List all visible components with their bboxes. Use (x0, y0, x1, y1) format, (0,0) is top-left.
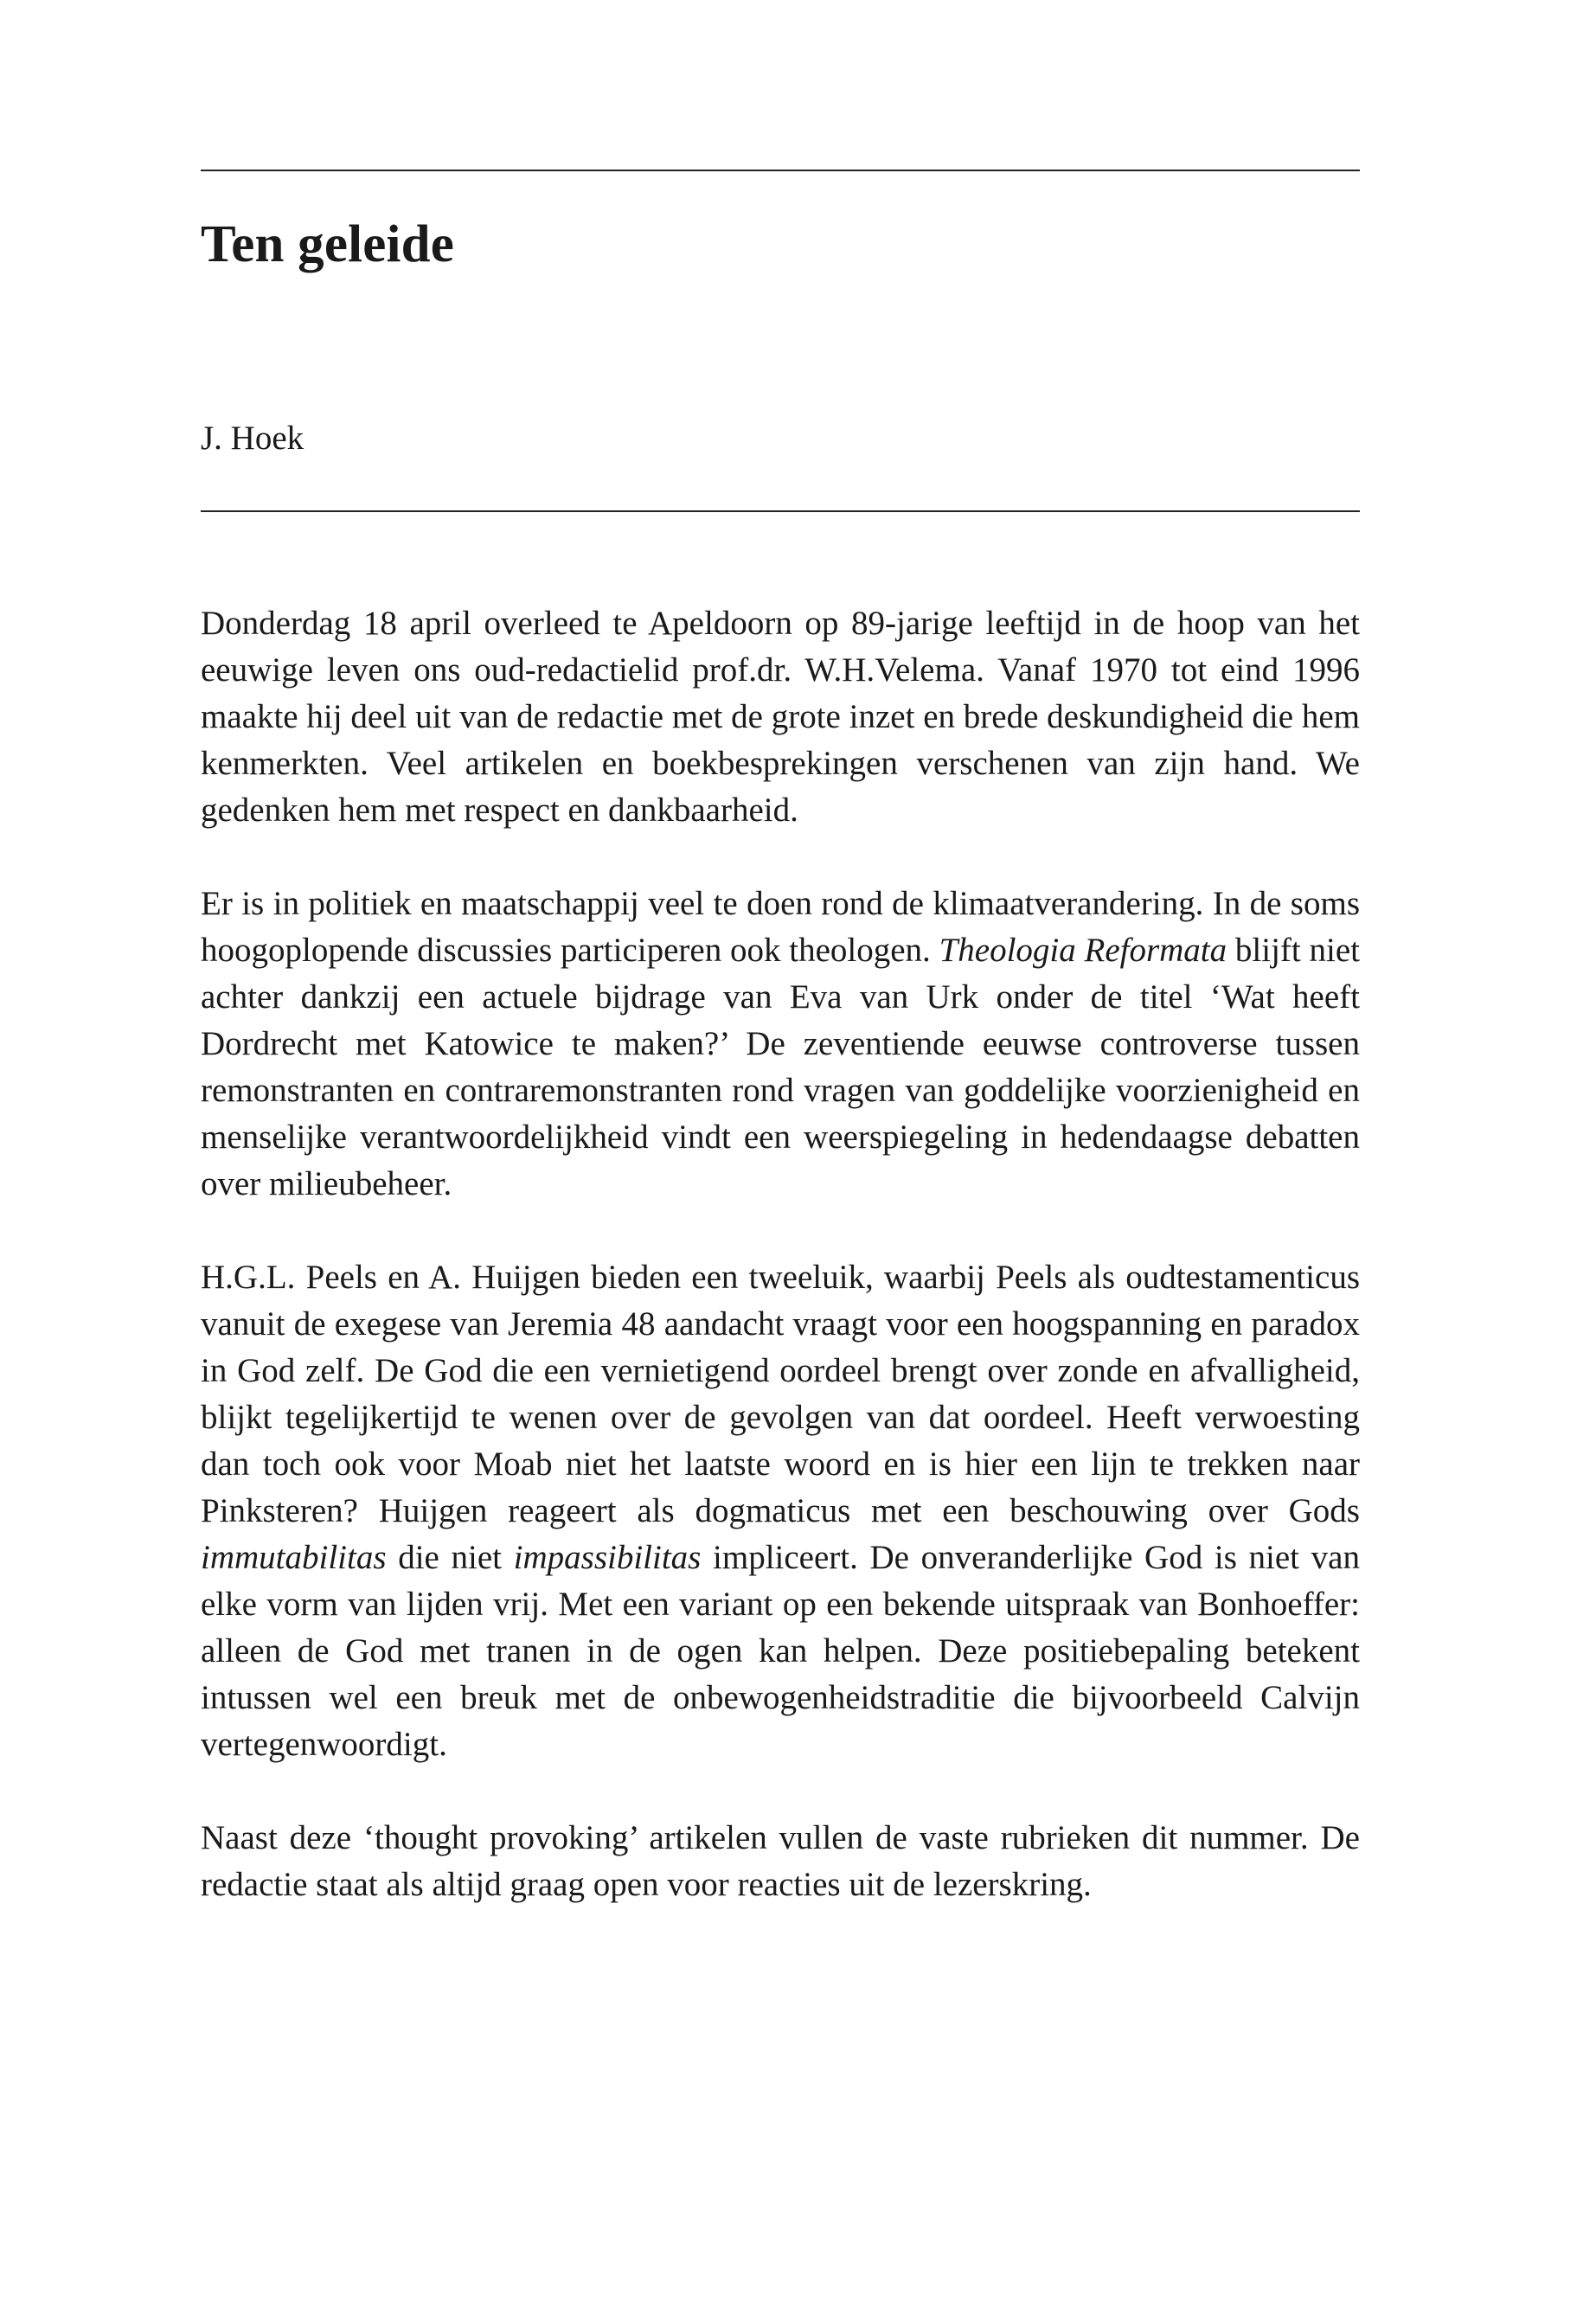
paragraph-text: H.G.L. Peels en A. Huijgen bieden een tweeluik, waarbij Peels als oudtestamenticus vanuit de exegese van Jeremia 48 aandacht vraagt voor een hoogspanning en paradox in God zelf. De God die een vernietigend oordeel brengt over zonde en afvalligheid, blijkt tegelijkertijd te wenen over de gevolgen van dat oordeel. Heeft verwoesting dan toch ook voor Moab niet het laatste woord en is hier een lijn te trekken naar Pinksteren? Huijgen reageert als dogmaticus met een beschouwing over Gods (201, 1259, 1360, 1529)
paragraph-text: die niet (386, 1539, 514, 1576)
journal-title-italic: Theologia Reformata (939, 932, 1227, 969)
paragraph-text: Er is in politiek en maatschappij veel te doen rond de klimaatverandering. In de soms hoogoplopende discussies participeren ook theologen. (201, 885, 1360, 969)
page-title: Ten geleide (201, 215, 455, 273)
paragraph-3 (201, 1254, 1360, 1768)
paragraph-1 (201, 600, 1360, 834)
paragraph-text: blijft niet achter dankzij een actuele bijdrage van Eva van Urk onder de titel ‘Wat heeft Dordrecht met Katowice te maken?’ De zeventiende eeuwse controverse tussen remonstranten en contraremonstranten rond vragen van goddelijke voorzienigheid en menselijke verantwoordelijkheid vindt een weerspiegeling in hedendaagse debatten over milieubeheer. (201, 932, 1361, 1202)
author-name: J. Hoek (201, 420, 304, 457)
top-divider (201, 170, 1360, 171)
latin-term-italic: impassibilitas (513, 1539, 702, 1576)
article-body (201, 600, 1360, 1955)
paragraph-2 (201, 881, 1360, 1208)
header-divider (201, 510, 1360, 512)
paragraph-text: impliceert. De onveranderlijke God is niet van elke vorm van lijden vrij. Met een variant op een bekende uitspraak van Bonhoeffer: alleen de God met tranen in de ogen kan helpen. Deze positiebepaling betekent intussen wel een breuk met de onbewogenheidstraditie die bijvoorbeeld Calvijn vertegenwoordigt. (201, 1539, 1360, 1763)
paragraph-text: Naast deze ‘thought provoking’ artikelen vullen de vaste rubrieken dit nummer. De redactie staat als altijd graag open voor reacties uit de lezerskring. (201, 1819, 1360, 1903)
paragraph-4 (201, 1815, 1360, 1908)
latin-term-italic: immutabilitas (201, 1539, 387, 1576)
paragraph-text: Donderdag 18 april overleed te Apeldoorn op 89-jarige leeftijd in de hoop van het eeuwige leven ons oud-redactielid prof.dr. W.H.Velema. Vanaf 1970 tot eind 1996 maakte hij deel uit van de redactie met de grote inzet en brede deskundigheid die hem kenmerkten. Veel artikelen en boekbesprekingen verschenen van zijn hand. We gedenken hem met respect en dankbaarheid. (201, 605, 1360, 829)
